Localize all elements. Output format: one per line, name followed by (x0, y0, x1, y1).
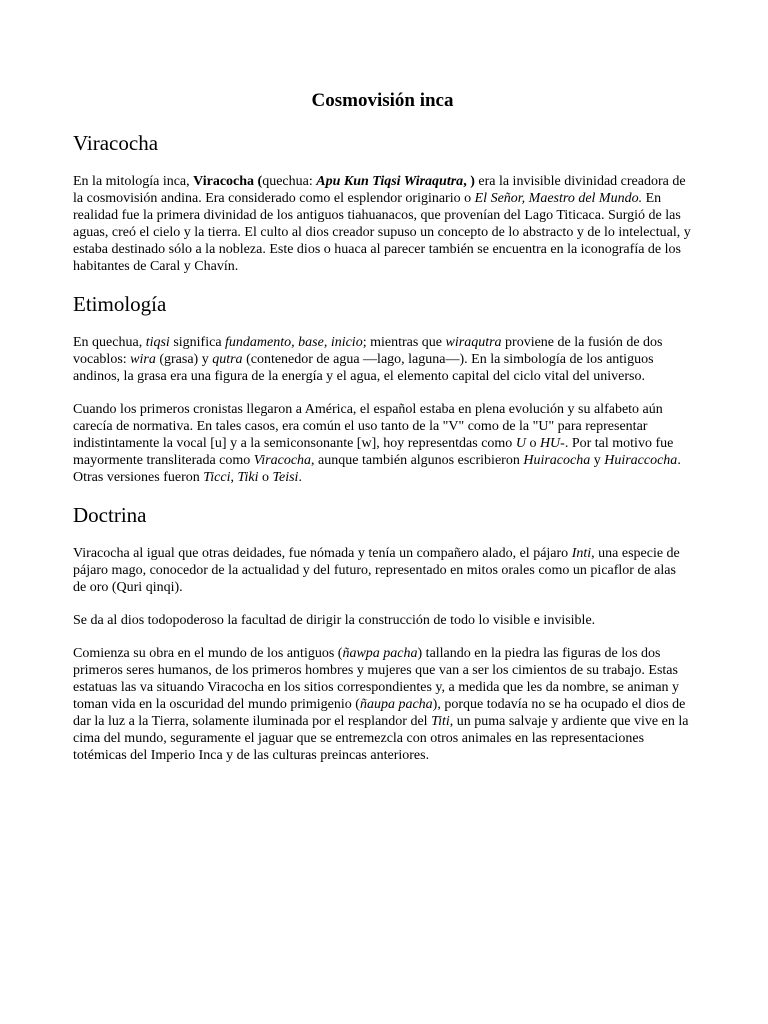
text-run: o (258, 470, 273, 485)
text-run: . (298, 470, 302, 485)
text-run: proviene de la fusión de dos vocablos: (73, 335, 663, 367)
italic-text: ñaupa pacha (359, 697, 433, 712)
text-run: significa (169, 335, 226, 350)
paragraph (73, 545, 692, 596)
italic-text: Inti (571, 546, 592, 561)
italic-text: Teisi (272, 470, 299, 485)
paragraph (73, 173, 692, 275)
italic-text: HU- (539, 436, 565, 451)
text-run: quechua: (262, 174, 317, 189)
section-etimologia (73, 291, 692, 486)
text-run: Se da al dios todopoderoso la facultad de dirigir la construcción de todo lo visible e invisible. (73, 613, 596, 628)
bold-text: Viracocha ( (193, 174, 263, 189)
text-run: Cuando los primeros cronistas llegaron a América, el español estaba en plena evolución y su alfabeto aún carecía de normativa. En tales casos, era común el uso tanto de la "V" como de la "U" para representar indistintamente la vocal [u] y a la semiconsonante [w], hoy representdas como (73, 402, 663, 451)
italic-text: Huiraccocha (604, 453, 678, 468)
text-run: (grasa) y (155, 352, 213, 367)
bold-italic-text: Apu Kun Tiqsi Wiraqutra (316, 174, 464, 189)
italic-text: Ticci (203, 470, 231, 485)
text-run: ), porque todavía no se ha ocupado el dios de dar la luz a la Tierra, solamente iluminada por el resplandor del (73, 697, 686, 729)
italic-text: Tiki (237, 470, 259, 485)
bold-text: , (463, 174, 471, 189)
text-run: En quechua, (73, 335, 146, 350)
italic-text: tiqsi (145, 335, 170, 350)
text-run: En realidad fue la primera divinidad de los antiguos tiahuanacos, que provenían del Lago Titicaca. Surgió de las aguas, creó el cielo y la tierra. El culto al dios creador supuso un concepto de lo abstracto y de lo intelectual, y estaba destinado sólo a la nobleza. Este dios o huaca al parecer también se encuentra en la iconografía de los habitantes de Caral y Chavín. (73, 191, 691, 274)
text-run: . Por tal motivo fue mayormente transliterada como (73, 436, 674, 468)
italic-text: wira (130, 352, 156, 367)
text-run: y (590, 453, 605, 468)
text-run: . Otras versiones fueron (73, 453, 681, 485)
section-doctrina (73, 502, 692, 764)
paragraph (73, 401, 692, 486)
italic-text: ñawpa pacha (342, 646, 418, 661)
text-run: ) tallando en la piedra las figuras de los dos primeros seres humanos, de los primeros hombres y mujeres que van a ser los cimientos de su trabajo. Estas estatuas las va situando Viracocha en los sitios correspondientes y, a medida que les da nombre, se animan y toman vida en la oscuridad del mundo primigenio ( (73, 646, 680, 712)
italic-text: Viracocha (253, 453, 312, 468)
italic-text: Huiracocha (523, 453, 591, 468)
text-run: , una especie de pájaro mago, conocedor de la actualidad y del futuro, representado en mitos orales como un picaflor de alas de oro (Quri qinqi). (73, 546, 680, 595)
section-heading: Etimología (73, 292, 167, 316)
italic-text: fundamento, base, inicio (225, 335, 363, 350)
section-viracocha (73, 130, 692, 275)
italic-text: wiraqutra (445, 335, 502, 350)
text-run: , aunque también algunos escribieron (311, 453, 524, 468)
italic-text: U (515, 436, 526, 451)
text-run: (contenedor de agua —lago, laguna—). En la simbología de los antiguos andinos, la grasa era una figura de la energía y el agua, el elemento capital del ciclo vital del universo. (73, 352, 654, 384)
italic-text: qutra (212, 352, 243, 367)
text-run: ; mientras que (362, 335, 446, 350)
text-run: era la invisible divinidad creadora de la cosmovisión andina. Era considerado como el esplendor originario o (73, 174, 686, 206)
paragraph (73, 334, 692, 385)
text-run: o (525, 436, 540, 451)
document-title: Cosmovisión inca (311, 90, 454, 111)
text-run: , (230, 470, 238, 485)
text-run: En la mitología inca, (73, 174, 194, 189)
section-heading: Doctrina (73, 503, 147, 527)
section-heading: Viracocha (73, 131, 159, 155)
paragraph (73, 612, 692, 629)
paragraph (73, 645, 692, 764)
italic-text: El Señor, Maestro del Mundo. (474, 191, 643, 206)
text-run: Viracocha al igual que otras deidades, fue nómada y tenía un compañero alado, el pájaro (73, 546, 572, 561)
text-run: , un puma salvaje y ardiente que vive en la cima del mundo, seguramente el jaguar que se entremezcla con otros animales en las representaciones totémicas del Imperio Inca y de las culturas preincas anteriores. (73, 714, 689, 763)
text-run: Comienza su obra en el mundo de los antiguos ( (73, 646, 343, 661)
italic-text: Titi (431, 714, 450, 729)
bold-text: ) (470, 174, 475, 189)
